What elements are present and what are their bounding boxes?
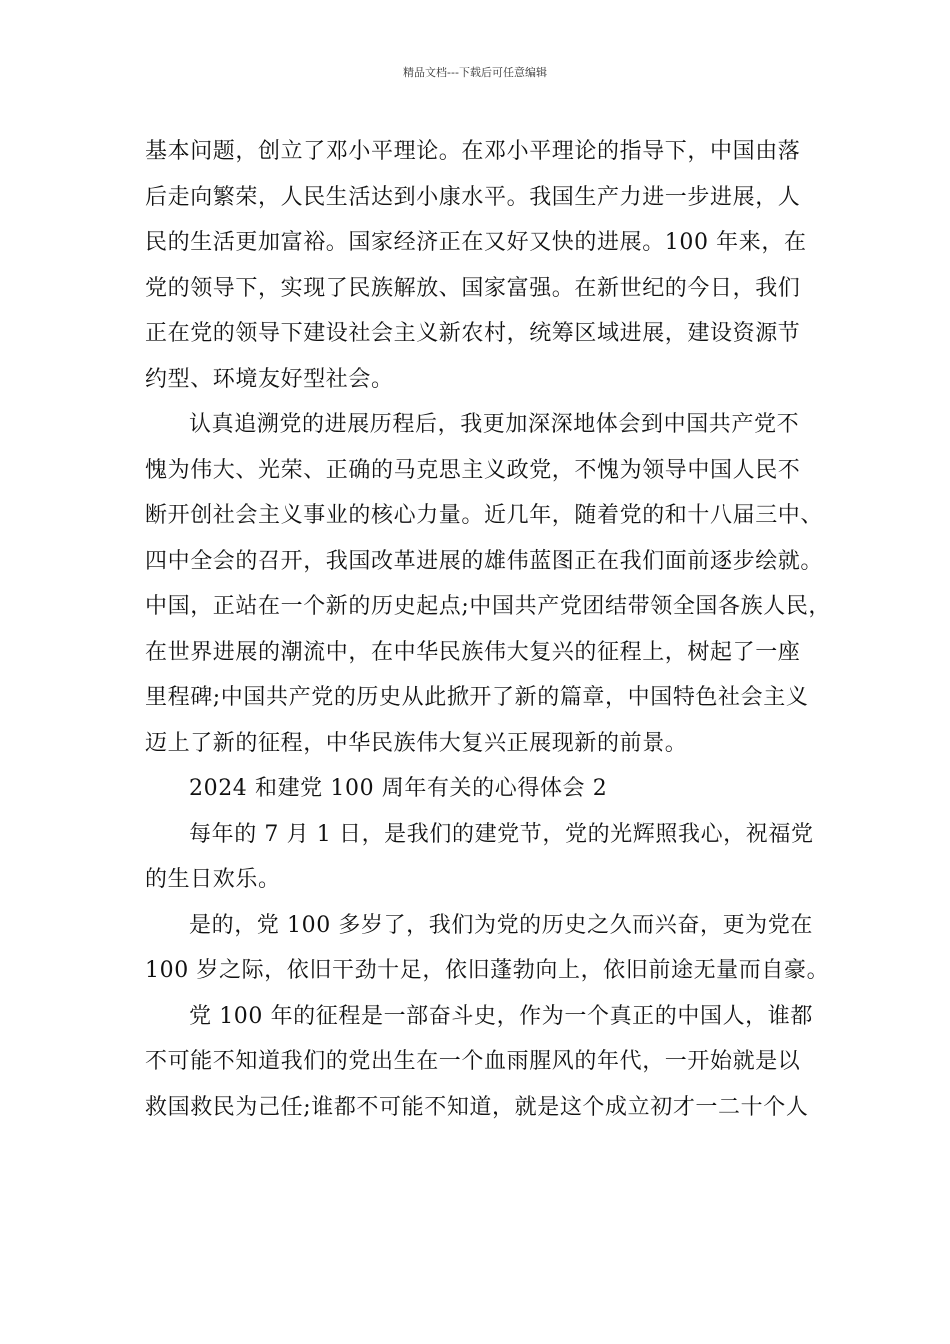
- text-line: 在世界进展的潮流中，在中华民族伟大复兴的征程上，树起了一座: [145, 639, 801, 665]
- text-line: 中国，正站在一个新的历史起点;中国共产党团结带领全国各族人民，: [145, 594, 832, 619]
- text-line: 救国救民为己任;谁都不可能不知道，就是这个成立初才一二十个人: [145, 1094, 809, 1120]
- text-line: 是的，党 100 多岁了，我们为党的历史之久而兴奋，更为党在: [189, 912, 813, 938]
- text-line: 民的生活更加富裕。国家经济正在又好又快的进展。100 年来，在: [145, 230, 807, 255]
- text-line: 认真追溯党的进展历程后，我更加深深地体会到中国共产党不: [189, 412, 800, 437]
- text-line: 的生日欢乐。: [145, 867, 281, 892]
- text-line: 100 岁之际，依旧干劲十足，依旧蓬勃向上，依旧前途无量而自豪。: [145, 958, 830, 983]
- text-line: 断开创社会主义事业的核心力量。近几年，随着党的和十八届三中、: [145, 503, 824, 528]
- body-text: [145, 129, 832, 1130]
- text-line: 里程碑;中国共产党的历史从此掀开了新的篇章，中国特色社会主义: [145, 685, 809, 710]
- text-line: 后走向繁荣，人民生活达到小康水平。我国生产力进一步进展，人: [145, 184, 801, 210]
- text-line: 愧为伟大、光荣、正确的马克思主义政党，不愧为领导中国人民不: [145, 457, 801, 483]
- text-line: 党 100 年的征程是一部奋斗史，作为一个真正的中国人，谁都: [189, 1003, 813, 1029]
- text-line: 四中全会的召开，我国改革进展的雄伟蓝图正在我们面前逐步绘就。: [145, 548, 824, 574]
- text-line: 每年的 7 月 1 日，是我们的建党节，党的光辉照我心，祝福党: [189, 821, 814, 847]
- text-line: 迈上了新的征程，中华民族伟大复兴正展现新的前景。: [145, 730, 688, 756]
- text-line: 不可能不知道我们的党出生在一个血雨腥风的年代，一开始就是以: [145, 1049, 801, 1074]
- text-line: 约型、环境友好型社会。: [145, 366, 394, 392]
- text-line: 基本问题，创立了邓小平理论。在邓小平理论的指导下，中国由落: [145, 139, 801, 164]
- page-header: 精品文档---下载后可任意编辑: [403, 66, 547, 79]
- text-line: 党的领导下，实现了民族解放、国家富强。在新世纪的今日，我们: [145, 275, 801, 301]
- text-line: 2024 和建党 100 周年有关的心得体会 2: [189, 776, 608, 801]
- text-line: 正在党的领导下建设社会主义新农村，统筹区域进展，建设资源节: [145, 321, 801, 346]
